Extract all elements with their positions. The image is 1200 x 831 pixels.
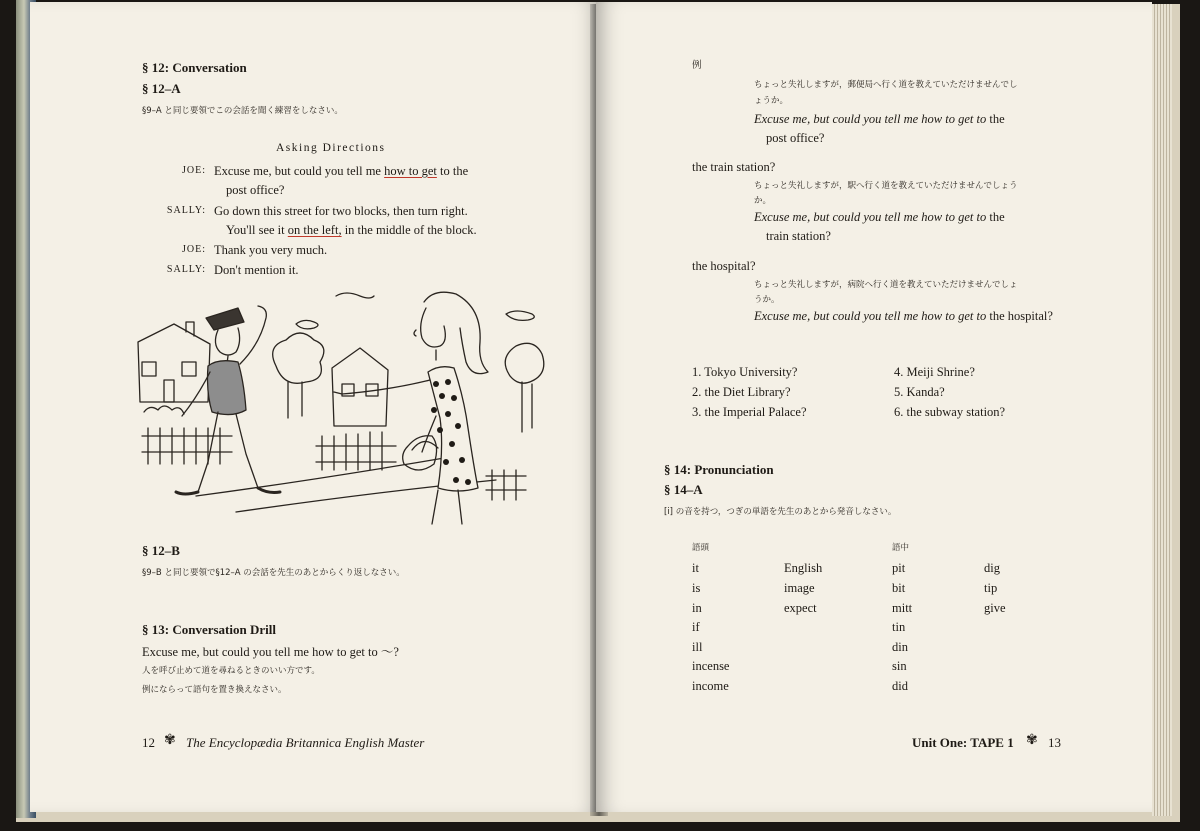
example-en-cont: post office?	[766, 131, 825, 145]
dialog-line-cont: post office?	[226, 183, 285, 197]
drill-item: 6. the subway station?	[894, 405, 1006, 419]
s12a-heading: § 12–A	[142, 81, 181, 96]
column-head: 語頭	[692, 543, 710, 553]
example-cue: the hospital?	[692, 259, 756, 273]
dialog-line-cont: You'll see it on the left, in the middle of the block.	[226, 223, 477, 237]
s14a-instruction: [i] の音を持つ，つぎの単語を先生のあとから発音しなさい。	[664, 507, 897, 517]
britannica-emblem-icon: ✾	[1026, 733, 1038, 748]
dialog-line: Go down this street for two blocks, then turn right.	[214, 204, 468, 218]
word: did	[892, 679, 908, 693]
example-en: Excuse me, but could you tell me how to get to the hospital?	[754, 309, 1053, 323]
britannica-emblem-icon: ✾	[164, 733, 176, 748]
word: in	[692, 601, 702, 615]
s13-pattern: Excuse me, but could you tell me how to get to ～?	[142, 645, 399, 659]
page-edges	[1152, 4, 1172, 816]
s14a-heading: § 14–A	[664, 482, 703, 497]
speaker-label: JOE:	[182, 165, 206, 176]
word: din	[892, 640, 908, 654]
word: if	[692, 620, 700, 634]
s13-heading: § 13: Conversation Drill	[142, 622, 276, 637]
example-en: Excuse me, but could you tell me how to get to the	[754, 112, 1005, 126]
dialog-line: Excuse me, but could you tell me how to get to the	[214, 164, 469, 178]
drill-item: 5. Kanda?	[894, 385, 945, 399]
example-jp: か。	[754, 196, 772, 206]
word: expect	[784, 601, 817, 615]
column-head: 語中	[892, 543, 910, 553]
example-jp: ちょっと失礼しますが，駅へ行く道を教えていただけませんでしょう	[754, 181, 1018, 191]
example-cue: the train station?	[692, 160, 776, 174]
drill-item: 2. the Diet Library?	[692, 385, 791, 399]
book-title-footer: The Encyclopædia Britannica English Master	[186, 735, 425, 750]
dialog-title: Asking Directions	[276, 142, 386, 154]
word: is	[692, 581, 701, 595]
dialog-line: Don't mention it.	[214, 263, 299, 277]
word: pit	[892, 561, 906, 575]
word: tin	[892, 620, 906, 634]
speaker-label: SALLY:	[166, 205, 206, 216]
s13-note: 人を呼び止めて道を尋ねるときのいい方です。	[142, 666, 320, 676]
example-marker: 例	[692, 60, 702, 71]
example-en-cont: train station?	[766, 229, 831, 243]
word: image	[784, 581, 815, 595]
s12b-heading: § 12–B	[142, 543, 180, 558]
word: it	[692, 561, 699, 575]
s14-heading: § 14: Pronunciation	[664, 462, 774, 477]
word: tip	[984, 581, 998, 595]
word: ill	[692, 640, 703, 654]
page-number: 13	[1048, 735, 1061, 750]
drill-item: 4. Meiji Shrine?	[894, 365, 975, 379]
s12-heading: § 12: Conversation	[142, 60, 247, 75]
page-number: 12	[142, 735, 155, 750]
right-page	[596, 2, 1152, 812]
dialog-line: Thank you very much.	[214, 243, 328, 257]
unit-footer: Unit One: TAPE 1	[912, 735, 1014, 750]
s12a-instruction: §9–A と同じ要領でこの会話を聞く練習をしなさい。	[142, 106, 343, 116]
word: give	[984, 601, 1006, 615]
word: English	[784, 561, 823, 575]
example-jp: うか。	[754, 295, 780, 305]
example-jp: ちょっと失礼しますが，郵便局へ行く道を教えていただけませんでし	[754, 80, 1018, 90]
drill-item: 1. Tokyo University?	[692, 365, 798, 379]
example-en: Excuse me, but could you tell me how to get to the	[754, 210, 1005, 224]
s13-note: 例にならって語句を置き換えなさい。	[142, 685, 287, 695]
drill-item: 3. the Imperial Palace?	[692, 405, 807, 419]
directions-illustration	[136, 286, 546, 526]
speaker-label: SALLY:	[166, 264, 206, 275]
speaker-label: JOE:	[182, 244, 206, 255]
word: incense	[692, 659, 730, 673]
word: bit	[892, 581, 906, 595]
word: mitt	[892, 601, 913, 615]
s12b-instruction: §9–B と同じ要領で§12–A の会話を先生のあとからくり返しなさい。	[142, 568, 405, 578]
example-jp: ょうか。	[754, 96, 789, 106]
word: dig	[984, 561, 1000, 575]
word: sin	[892, 659, 907, 673]
word: income	[692, 679, 729, 693]
example-jp: ちょっと失礼しますが，病院へ行く道を教えていただけませんでしょ	[754, 280, 1018, 290]
